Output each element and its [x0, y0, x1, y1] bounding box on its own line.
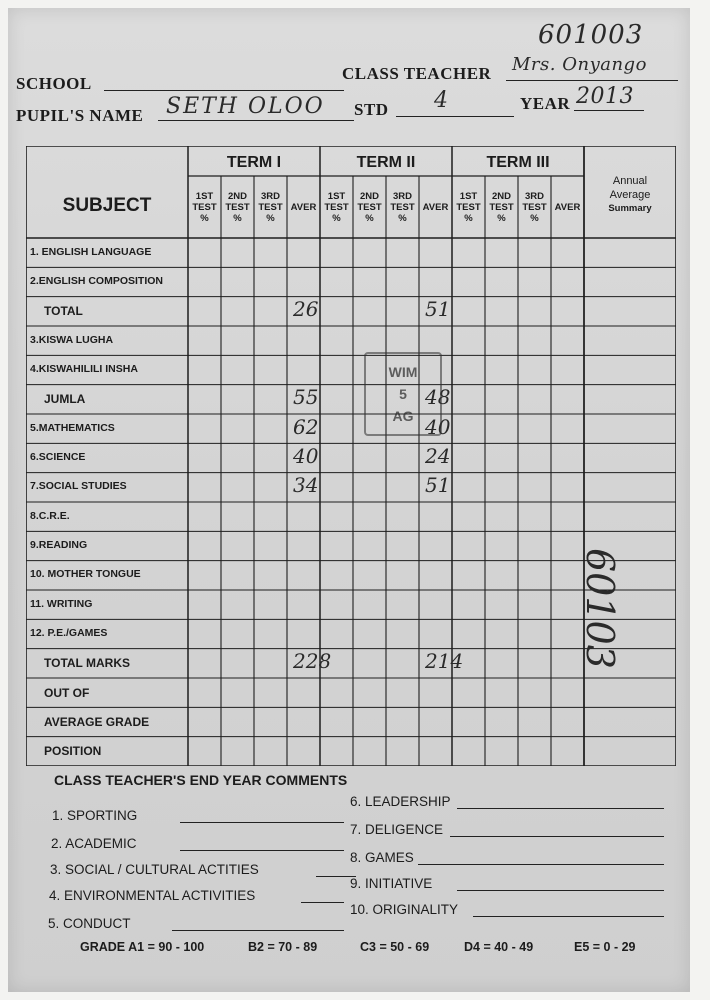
term-3-header: TERM III [486, 154, 550, 171]
comment-fill-line [418, 864, 664, 865]
grade-b2: B2 = 70 - 89 [248, 940, 318, 954]
class-teacher-field-line [506, 80, 678, 81]
class-teacher-value: Mrs. Onyango [512, 54, 647, 75]
test-column-header-text: TEST [357, 201, 382, 213]
form-reference-number: 601003 [538, 20, 644, 50]
comment-label-right: 7. DELIGENCE [350, 822, 444, 837]
test-column-header-text: 2ND [359, 190, 379, 202]
test-column-header [485, 178, 518, 236]
subject-row-label: TOTAL [44, 304, 83, 319]
term-2-average-mark: 24 [425, 444, 451, 468]
test-column-header-text: 1ST [327, 190, 346, 202]
test-column-header-text: % [398, 212, 407, 224]
test-column-header-text: % [464, 212, 473, 224]
comment-label-left: 5. CONDUCT [48, 916, 131, 931]
comment-label-left: 2. ACADEMIC [51, 836, 137, 851]
subject-row-label: POSITION [44, 744, 102, 759]
term-2-average-mark: 51 [425, 473, 451, 498]
term-1-header: TERM I [226, 154, 282, 171]
comment-fill-line [180, 822, 344, 823]
test-column-header [386, 178, 419, 236]
test-column-header-text: % [530, 212, 539, 224]
test-column-header-text: TEST [324, 201, 349, 213]
test-column-header-text: 2ND [491, 190, 511, 202]
subject-row-label: 3.KISWA LUGHA [30, 333, 114, 346]
term-2-average-mark: 214 [425, 649, 464, 674]
subject-row-label: AVERAGE GRADE [44, 715, 150, 729]
subject-row-label: 10. MOTHER TONGUE [30, 568, 141, 581]
test-column-header [518, 178, 551, 236]
report-form-page [8, 8, 690, 992]
test-column-header-text: TEST [192, 201, 217, 213]
comment-fill-line [450, 836, 664, 837]
test-column-header-text: % [200, 212, 209, 224]
subject-row-label: 6.SCIENCE [30, 451, 86, 463]
test-column-header [287, 178, 320, 236]
subject-header: SUBJECT [62, 195, 152, 216]
comment-label-right: 8. GAMES [350, 850, 414, 865]
year-value: 2013 [576, 84, 634, 109]
subject-row-label: 8.C.R.E. [30, 509, 70, 522]
std-field-line [396, 116, 514, 117]
results-table-lines [26, 146, 676, 766]
test-column-header-text: TEST [258, 201, 283, 213]
annual-header-line-3: Summary [608, 203, 652, 214]
subject-row-label: 2.ENGLISH COMPOSITION [30, 275, 164, 287]
test-column-header [320, 178, 353, 236]
comment-fill-line [457, 808, 664, 809]
pupil-name-label: PUPIL'S NAME [16, 106, 144, 125]
test-column-header-text: 3RD [260, 190, 280, 202]
test-column-header-text: 2ND [227, 190, 247, 202]
class-teacher-label: CLASS TEACHER [342, 64, 492, 83]
comment-label-right: 6. LEADERSHIP [350, 794, 451, 809]
test-column-header-text: AVER [554, 201, 581, 213]
term-1-average-mark: 34 [293, 473, 319, 498]
term-2-average-mark: 40 [425, 414, 451, 439]
test-column-header-text: AVER [422, 201, 449, 213]
annual-average-header [584, 160, 676, 230]
test-column-header-text: AVER [290, 201, 317, 213]
term-1-average-mark: 228 [293, 649, 332, 674]
grade-a1: GRADE A1 = 90 - 100 [80, 940, 205, 954]
test-column-header [452, 178, 485, 236]
comments-title: CLASS TEACHER'S END YEAR COMMENTS [54, 772, 348, 788]
test-column-header-text: TEST [456, 201, 481, 213]
test-column-header [254, 178, 287, 236]
school-stamp: WIM 5 AG [364, 352, 442, 436]
term-2-average-mark: 48 [425, 385, 451, 410]
comment-label-left: 4. ENVIRONMENTAL ACTIVITIES [49, 888, 256, 903]
comment-fill-line [473, 916, 664, 917]
test-column-header-text: TEST [225, 201, 250, 213]
test-column-header-text: % [233, 212, 242, 224]
subject-row-label: 12. P.E./GAMES [30, 627, 108, 639]
test-column-header-text: % [497, 212, 506, 224]
pupil-name-field-line [158, 120, 354, 121]
term-1-average-mark: 62 [293, 414, 319, 439]
annual-header-line-1: Annual [612, 175, 648, 187]
test-column-header [221, 178, 254, 236]
subject-row-label: 1. ENGLISH LANGUAGE [30, 245, 152, 258]
std-label: STD [354, 100, 389, 119]
test-column-header [353, 178, 386, 236]
school-label: SCHOOL [16, 74, 92, 93]
test-column-header-text: TEST [390, 201, 415, 213]
comment-fill-line [180, 850, 344, 851]
comment-fill-line [172, 930, 344, 931]
subject-row-label: JUMLA [44, 392, 86, 407]
grade-e5: E5 = 0 - 29 [574, 940, 636, 954]
year-field-line [574, 110, 644, 111]
term-1-average-mark: 40 [293, 444, 319, 468]
test-column-header-text: 1ST [195, 190, 214, 202]
std-value: 4 [434, 88, 449, 113]
results-table [26, 146, 676, 766]
test-column-header-text: 3RD [392, 190, 412, 202]
annual-header-line-2: Average [609, 189, 651, 201]
subject-row-label: 4.KISWAHILILI INSHA [30, 363, 138, 375]
comment-fill-line [301, 902, 344, 903]
comment-label-right: 10. ORIGINALITY [350, 902, 459, 917]
test-column-header-text: % [365, 212, 374, 224]
pupil-name-value: SETH OLOO [166, 94, 325, 119]
school-field-line [104, 90, 344, 91]
subject-row-label: 5.MATHEMATICS [30, 421, 115, 434]
subject-row-label: TOTAL MARKS [44, 656, 130, 671]
subject-row-label: OUT OF [44, 685, 90, 700]
test-column-header [188, 178, 221, 236]
year-label: YEAR [520, 94, 571, 113]
term-1-average-mark: 55 [293, 385, 319, 410]
comment-fill-line [457, 890, 664, 891]
subject-row-label: 7.SOCIAL STUDIES [30, 480, 127, 493]
comment-label-right: 9. INITIATIVE [350, 876, 433, 891]
subject-row-label: 9.READING [30, 539, 88, 551]
comment-label-left: 1. SPORTING [52, 808, 138, 823]
test-column-header-text: 3RD [524, 190, 544, 202]
test-column-header-text: TEST [522, 201, 547, 213]
grade-d4: D4 = 40 - 49 [464, 940, 534, 954]
test-column-header [551, 178, 584, 236]
term-2-average-mark: 51 [425, 297, 451, 322]
subject-row-label: 11. WRITING [30, 597, 93, 610]
comment-label-left: 3. SOCIAL / CULTURAL ACTITIES [50, 862, 259, 877]
test-column-header-text: % [266, 212, 275, 224]
test-column-header-text: 1ST [459, 190, 478, 202]
grade-c3: C3 = 50 - 69 [360, 940, 430, 954]
side-note-number: 60103 [578, 548, 622, 669]
test-column-header [419, 178, 452, 236]
term-1-average-mark: 26 [293, 297, 319, 322]
test-column-header-text: TEST [489, 201, 514, 213]
test-column-header-text: % [332, 212, 341, 224]
term-2-header: TERM II [356, 154, 416, 171]
